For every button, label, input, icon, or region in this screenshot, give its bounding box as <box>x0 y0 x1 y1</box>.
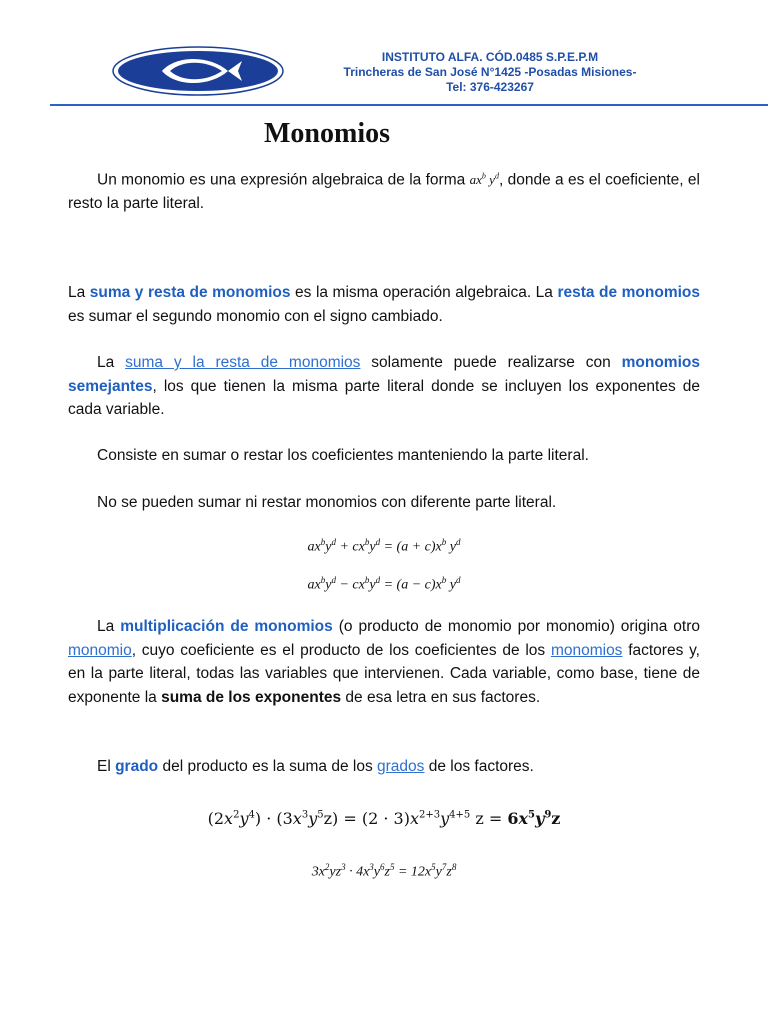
term-multiplicacion: multiplicación de monomios <box>120 618 333 635</box>
text: , los que tienen la misma parte literal donde se incluyen los exponentes de cada variable. <box>68 377 700 418</box>
term-suma-resta: suma y resta de monomios <box>89 284 291 301</box>
institute-logo <box>112 46 284 96</box>
text: de esa letra en sus factores. <box>341 688 541 706</box>
text: es sumar el segundo monomio con el signo cambiado. <box>68 307 443 325</box>
text: solamente puede realizarse con <box>360 354 622 371</box>
institute-phone: Tel: 376-423267 <box>446 80 534 94</box>
paragraph-multiplication <box>68 615 700 709</box>
formula-monomial-form: $ax^b$ $y^d$ <box>469 172 499 188</box>
paragraph-coefficients <box>68 444 700 468</box>
link-monomios[interactable]: monomios <box>550 641 623 659</box>
text: factores y, en la parte literal, todas las variables que intervienen. Cada variable, como base, tiene de exponente la <box>68 641 700 706</box>
paragraph-definition <box>68 165 700 215</box>
text: , cuyo coeficiente es el producto de los coeficientes de los <box>131 641 551 659</box>
header-divider <box>50 104 768 106</box>
text: Un monomio es una expresión algebraica de la forma <box>97 171 470 189</box>
text: del producto es la suma de los <box>158 758 378 775</box>
text: es la misma operación algebraica. La <box>290 284 558 301</box>
link-grados[interactable]: grados <box>377 758 425 775</box>
term-grado: grado <box>115 758 159 775</box>
text: de los factores. <box>424 758 534 775</box>
link-monomio[interactable]: monomio <box>68 641 132 659</box>
formula-product-second: $3x^2yz^3 \cdot 4x^3y^6z^5 = 12x^5y^7z^8$ <box>311 862 457 880</box>
institute-name: INSTITUTO ALFA. CÓD.0485 S.P.E.P.M <box>381 50 599 64</box>
paragraph-sum-subtract <box>68 281 700 328</box>
formula-difference: $ax^by^d - cx^by^d = (a - c)x^b$ $y^d$ <box>307 575 461 593</box>
paragraph-different-literal <box>68 491 700 515</box>
term-semejantes: monomios semejantes <box>68 354 700 395</box>
text: La <box>97 618 121 635</box>
formula-sum: $ax^by^d + cx^by^d = (a + c)x^b$ $y^d$ <box>307 537 461 555</box>
text: La <box>97 354 126 371</box>
term-resta: resta de monomios <box>557 284 700 301</box>
paragraph-similar-monomials <box>68 351 700 422</box>
page-title: Monomios <box>264 118 390 149</box>
text: La <box>68 284 90 301</box>
text: (o producto de monomio por monomio) origina otro <box>332 618 700 635</box>
institute-info <box>320 50 660 95</box>
text: , donde a es el coeficiente, el resto la parte literal. <box>68 171 700 212</box>
link-suma-resta[interactable]: suma y la resta de monomios <box>125 354 361 371</box>
text: El <box>97 758 116 775</box>
text: No se pueden sumar ni restar monomios con diferente parte literal. <box>97 494 557 511</box>
page-header <box>0 0 768 108</box>
formula-product-example: $(2x^2y^4) \cdot (3x^3y^5z) = (2 \cdot 3)x^{2+3}y^{4+5}$ $z = 6x^5y^9z$ <box>207 809 561 828</box>
paragraph-degree <box>68 755 700 779</box>
institute-address: Trincheras de San José N°1425 -Posadas Misiones- <box>343 65 637 79</box>
text: Consiste en sumar o restar los coeficientes manteniendo la parte literal. <box>97 447 589 464</box>
term-suma-exponentes: suma de los exponentes <box>161 688 342 706</box>
